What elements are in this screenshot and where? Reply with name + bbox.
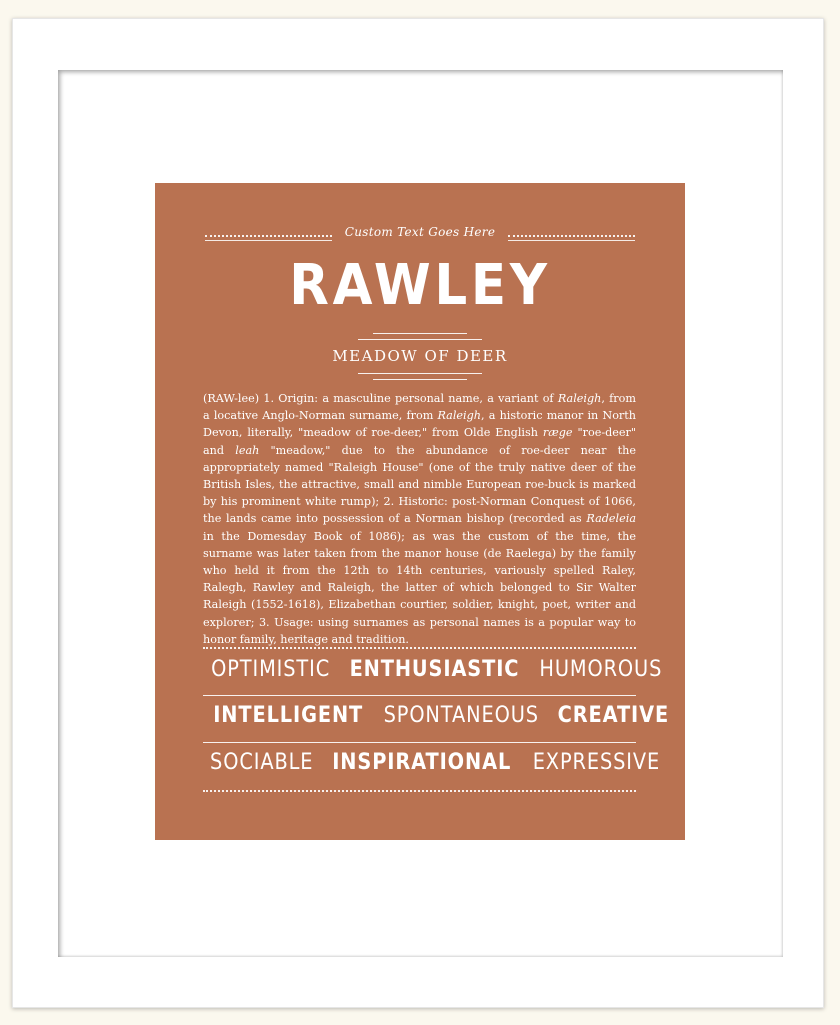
trait: HUMOROUS [539, 657, 663, 682]
definition-text: "roe-deer" and [203, 426, 636, 457]
traits-row-2 [203, 703, 669, 737]
name-poster [155, 183, 685, 840]
rule-upper-1 [373, 333, 467, 334]
traits-row-3 [203, 750, 660, 784]
definition-text: "meadow," due to the abundance of roe-deer near the appropriately named "Raleigh House" (one of the truly native deer of the British Isles, the attractive, small and nimble European roe-buck is marked by his prominent white rump); 2. Historic: post-Norman Conquest of 1066, the lands came into possession of a Norman bishop (recorded as [203, 443, 637, 526]
trait: CREATIVE [557, 703, 669, 728]
definition-italic: Radeleia [586, 512, 636, 526]
trait: INSPIRATIONAL [332, 750, 512, 775]
trait: INTELLIGENT [213, 703, 364, 728]
name-definition [203, 390, 636, 648]
definition-text: in the Domesday Book of 1086); as was the custom of the time, the surname was later taken from the manor house (de Raelega) by the family who held it from the 12th to 14th centuries, variously spelled Raley, Ralegh, Rawley and Raleigh, the latter of which belonged to Sir Walter Raleigh (1552-1618), Elizabethan courtier, soldier, knight, poet, writer and explorer; 3. Usage: using surnames as personal names is a popular way to honor family, heritage and tradition. [203, 529, 636, 646]
top-right-underline [508, 240, 635, 241]
definition-italic: ræge [542, 426, 573, 440]
custom-text: Custom Text Goes Here [344, 225, 496, 239]
traits-bottom-dots [203, 790, 636, 792]
trait: SPONTANEOUS [383, 703, 540, 728]
rule-upper-2 [358, 339, 482, 340]
rule-lower-1 [358, 373, 482, 374]
trait: EXPRESSIVE [532, 750, 660, 775]
poster-name: RAWLEY [289, 253, 551, 318]
definition-text: , from a locative Anglo-Norman surname, from [203, 392, 636, 423]
pronunciation: (RAW-lee) [203, 392, 260, 405]
rule-lower-2 [373, 379, 467, 380]
trait: OPTIMISTIC [211, 657, 331, 682]
definition-italic: leah [235, 443, 260, 457]
top-left-underline [205, 240, 332, 241]
definition-italic: Raleigh [557, 392, 602, 405]
traits-top-dots [203, 647, 636, 649]
traits-row-1 [203, 657, 663, 691]
definition-text: , a historic manor in North Devon, literally, "meadow of roe-deer," from Olde English [203, 409, 636, 440]
definition-text: 1. Origin: a masculine personal name, a variant of [259, 392, 558, 405]
trait: ENTHUSIASTIC [349, 657, 520, 682]
traits-divider-2 [203, 742, 636, 743]
traits-divider-1 [203, 695, 636, 696]
trait: SOCIABLE [210, 750, 314, 775]
definition-italic: Raleigh [437, 409, 481, 423]
name-meaning: MEADOW OF DEER [332, 347, 508, 365]
